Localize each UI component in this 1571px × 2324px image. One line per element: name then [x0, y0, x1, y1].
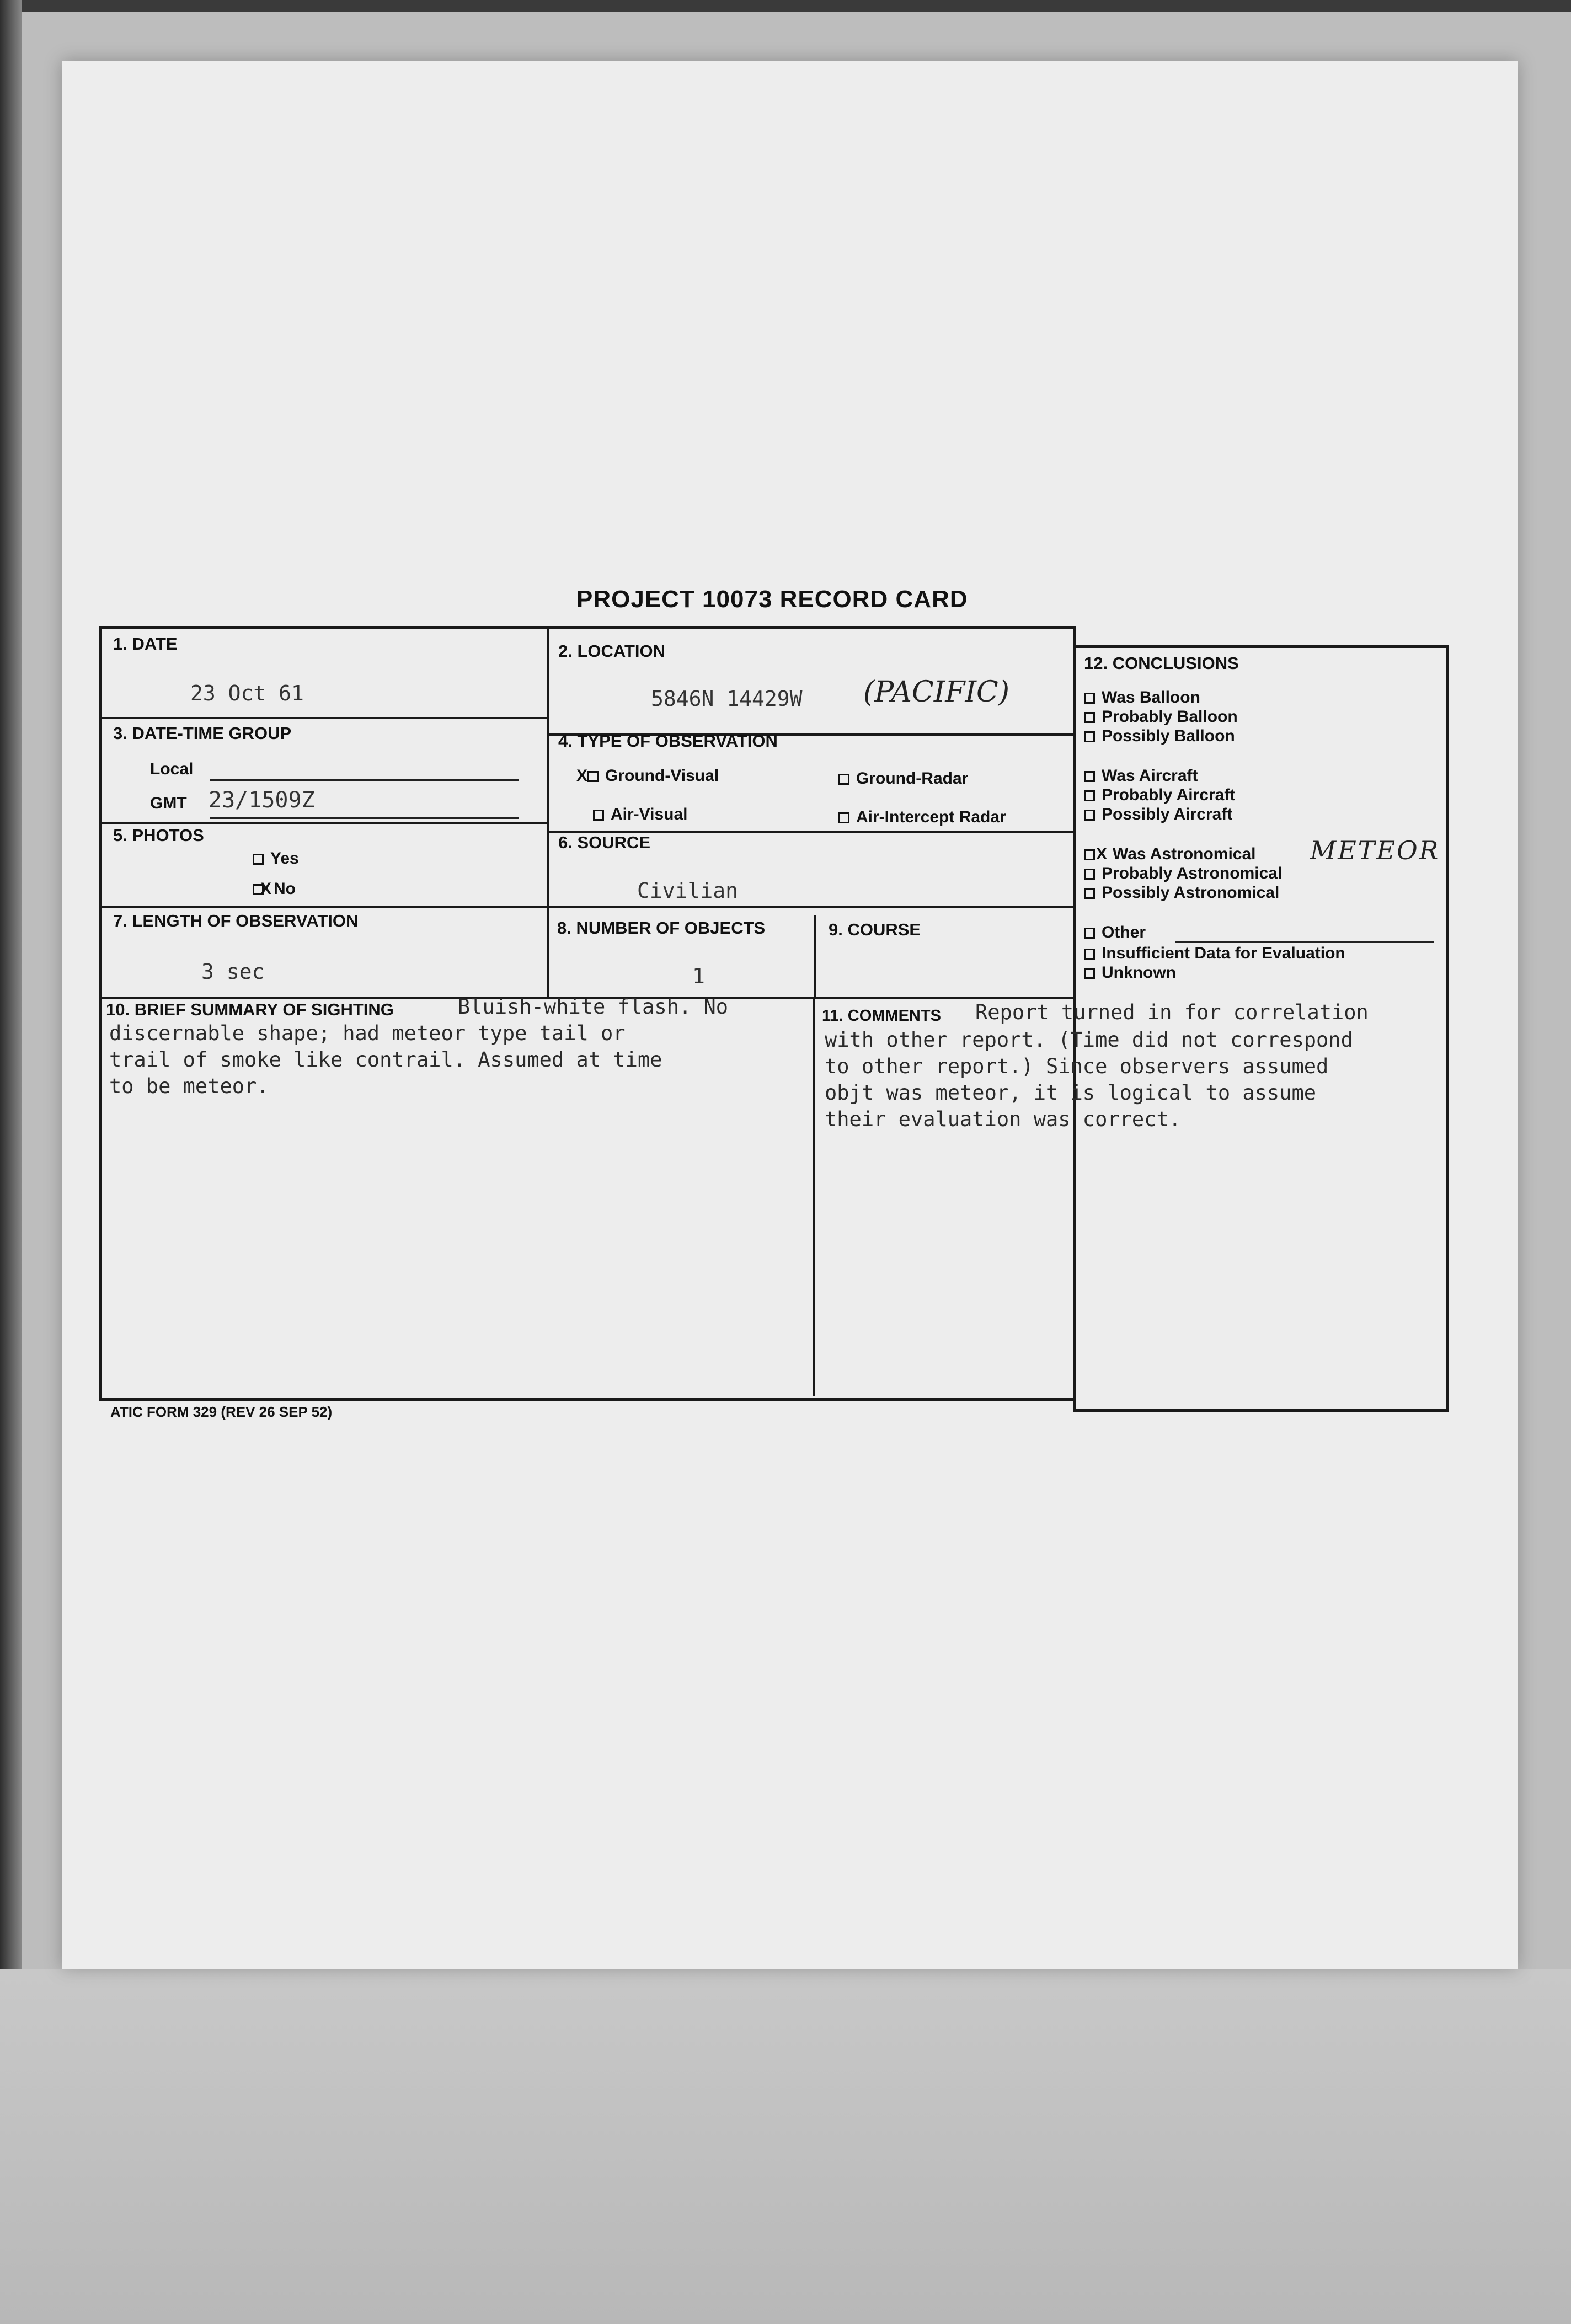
option-air-visual: Air-Visual [593, 805, 688, 824]
comments-line: objt was meteor, it is logical to assume [825, 1081, 1317, 1105]
option-ground-visual: X Ground-Visual [576, 767, 719, 785]
objects-value: 1 [692, 964, 705, 988]
length-value: 3 sec [201, 960, 265, 984]
conclusion-item: Other [1084, 923, 1146, 942]
course-label: 9. COURSE [829, 920, 921, 939]
divider [102, 717, 549, 719]
checkbox [253, 854, 264, 865]
comments-line: Report turned in for correlation [975, 1000, 1369, 1024]
local-time-line [210, 779, 519, 781]
divider [813, 999, 815, 1396]
option-ground-radar: Ground-Radar [838, 769, 968, 788]
divider [814, 915, 816, 999]
divider [102, 822, 549, 824]
checkbox [1084, 790, 1095, 801]
summary-line: Bluish-white flash. No [458, 995, 729, 1019]
photos-no-option: X No [253, 880, 296, 898]
photos-label: 5. PHOTOS [113, 826, 204, 845]
comments-line: to other report.) Since observers assumed [825, 1054, 1329, 1078]
comments-line: with other report. (Time did not correspond [825, 1028, 1353, 1052]
conclusions-label: 12. CONCLUSIONS [1084, 654, 1239, 673]
date-label: 1. DATE [113, 634, 178, 654]
conclusion-item: Probably Aircraft [1084, 786, 1235, 805]
length-label: 7. LENGTH OF OBSERVATION [113, 911, 359, 930]
gmt-value: 23/1509Z [209, 788, 315, 813]
observation-type-label: 4. TYPE OF OBSERVATION [558, 731, 778, 751]
conclusion-item: Probably Astronomical [1084, 864, 1282, 883]
form-id: ATIC FORM 329 (REV 26 SEP 52) [110, 1404, 333, 1420]
film-top-edge [0, 0, 1571, 12]
gmt-label: GMT [150, 794, 187, 812]
date-value: 23 Oct 61 [190, 681, 304, 705]
conclusion-item: Was Aircraft [1084, 767, 1198, 785]
conclusion-item: Probably Balloon [1084, 708, 1238, 726]
card-title: PROJECT 10073 RECORD CARD [576, 586, 968, 613]
photos-yes-option: Yes [253, 849, 299, 868]
option-air-intercept-radar: Air-Intercept Radar [838, 808, 1006, 827]
checked-mark: X [1096, 845, 1108, 863]
summary-label: 10. BRIEF SUMMARY OF SIGHTING [106, 1000, 394, 1019]
checkbox [1084, 968, 1095, 979]
checkbox [587, 771, 599, 782]
checkbox [1084, 771, 1095, 782]
checkbox [1084, 693, 1095, 704]
divider [547, 629, 549, 999]
conclusion-item: Unknown [1084, 963, 1176, 982]
checkbox [1084, 849, 1095, 860]
conclusion-item-checked: X Was Astronomical [1084, 845, 1256, 864]
conclusion-annotation: METEOR [1310, 836, 1440, 865]
checkbox [1084, 949, 1095, 960]
source-value: Civilian [637, 879, 739, 903]
conclusion-item: Possibly Balloon [1084, 727, 1235, 746]
comments-line: their evaluation was correct. [825, 1107, 1182, 1131]
summary-line: discernable shape; had meteor type tail or [109, 1021, 626, 1045]
checked-mark: X [260, 880, 272, 898]
dtg-label: 3. DATE-TIME GROUP [113, 724, 292, 743]
checkbox [1084, 888, 1095, 899]
film-background [0, 1969, 1571, 2324]
divider [102, 906, 1073, 908]
conclusion-item: Possibly Aircraft [1084, 805, 1232, 824]
other-line [1175, 941, 1434, 943]
checkbox [1084, 869, 1095, 880]
checkbox [1084, 928, 1095, 939]
source-label: 6. SOURCE [558, 833, 651, 852]
comments-label: 11. COMMENTS [822, 1007, 941, 1025]
summary-line: to be meteor. [109, 1074, 269, 1098]
gmt-line [210, 817, 519, 819]
checkbox [593, 810, 604, 821]
location-label: 2. LOCATION [558, 641, 666, 661]
checkbox [838, 774, 849, 785]
checkbox [1084, 731, 1095, 742]
local-time-label: Local [150, 760, 194, 778]
conclusion-item: Insufficient Data for Evaluation [1084, 944, 1345, 963]
location-annotation: (PACIFIC) [863, 676, 1010, 709]
checkbox [838, 812, 849, 823]
objects-label: 8. NUMBER OF OBJECTS [557, 918, 766, 938]
summary-line: trail of smoke like contrail. Assumed at time [109, 1048, 662, 1072]
checked-mark: X [576, 767, 588, 785]
location-value: 5846N 14429W [651, 687, 803, 711]
checkbox [1084, 810, 1095, 821]
conclusion-item: Was Balloon [1084, 688, 1200, 707]
conclusion-item: Possibly Astronomical [1084, 883, 1279, 902]
checkbox [1084, 712, 1095, 723]
